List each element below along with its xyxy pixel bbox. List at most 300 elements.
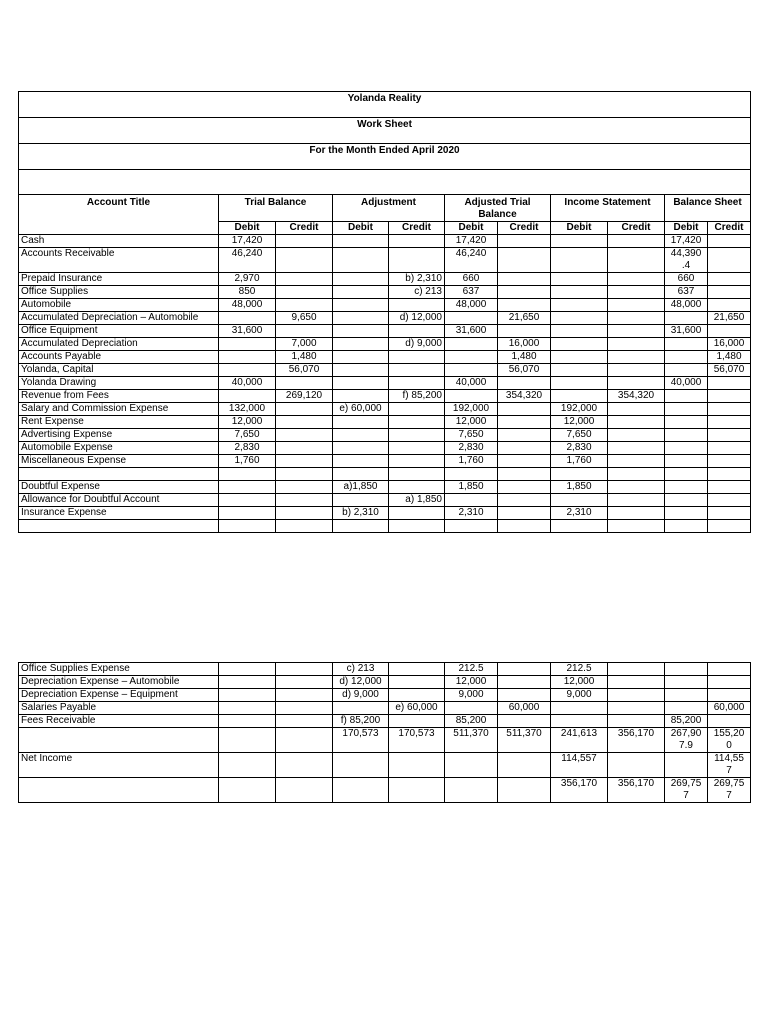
income-debit-cell: 1,760 xyxy=(551,455,608,468)
trial-balance-debit-cell: 46,240 xyxy=(219,248,276,273)
trial-balance-credit-cell xyxy=(276,286,333,299)
account-title-cell: Yolanda Drawing xyxy=(19,377,219,390)
adjustment-credit-cell xyxy=(389,442,445,455)
adjustment-credit-cell: c) 213 xyxy=(389,286,445,299)
col-adjusted-trial-balance: Adjusted Trial Balance xyxy=(445,195,551,222)
atb-credit-head: Credit xyxy=(498,222,551,235)
income-credit-cell xyxy=(608,429,665,442)
trial-balance-debit-cell xyxy=(219,728,276,753)
adjustment-debit-cell xyxy=(333,351,389,364)
col-adjustment: Adjustment xyxy=(333,195,445,222)
adjusted-credit-cell xyxy=(498,494,551,507)
income-debit-cell: 2,310 xyxy=(551,507,608,520)
income-debit-cell xyxy=(551,390,608,403)
income-debit-cell xyxy=(551,286,608,299)
income-credit-cell xyxy=(608,286,665,299)
adjustment-credit-cell xyxy=(389,299,445,312)
adjusted-debit-cell: 46,240 xyxy=(445,248,498,273)
adjusted-credit-cell xyxy=(498,377,551,390)
adjustment-debit-cell xyxy=(333,468,389,481)
adjusted-credit-cell xyxy=(498,481,551,494)
income-credit-cell xyxy=(608,235,665,248)
adj-credit-head: Credit xyxy=(389,222,445,235)
trial-balance-credit-cell xyxy=(276,468,333,481)
adjustment-debit-cell: e) 60,000 xyxy=(333,403,389,416)
trial-balance-credit-cell xyxy=(276,728,333,753)
adjusted-credit-cell: 354,320 xyxy=(498,390,551,403)
account-title-cell: Automobile xyxy=(19,299,219,312)
adjusted-credit-cell xyxy=(498,235,551,248)
adjusted-credit-cell xyxy=(498,663,551,676)
table-row xyxy=(19,715,751,728)
adjustment-debit-cell xyxy=(333,442,389,455)
adjustment-credit-cell: f) 85,200 xyxy=(389,390,445,403)
trial-balance-debit-cell xyxy=(219,676,276,689)
balance-debit-cell xyxy=(665,753,708,778)
income-debit-cell: 2,830 xyxy=(551,442,608,455)
balance-credit-cell xyxy=(708,481,751,494)
income-debit-cell xyxy=(551,494,608,507)
account-title-cell: Office Equipment xyxy=(19,325,219,338)
income-credit-cell xyxy=(608,753,665,778)
balance-credit-cell xyxy=(708,416,751,429)
adjusted-credit-cell: 56,070 xyxy=(498,364,551,377)
trial-balance-credit-cell xyxy=(276,325,333,338)
adjustment-debit-cell: a)1,850 xyxy=(333,481,389,494)
balance-credit-cell xyxy=(708,520,751,533)
balance-credit-cell: 155,20 0 xyxy=(708,728,751,753)
balance-credit-cell: 269,75 7 xyxy=(708,778,751,803)
balance-debit-cell: 44,390 .4 xyxy=(665,248,708,273)
adjusted-debit-cell: 48,000 xyxy=(445,299,498,312)
balance-debit-cell xyxy=(665,429,708,442)
trial-balance-credit-cell xyxy=(276,702,333,715)
adjusted-credit-cell: 60,000 xyxy=(498,702,551,715)
account-title-cell: Doubtful Expense xyxy=(19,481,219,494)
adjustment-credit-cell: 170,573 xyxy=(389,728,445,753)
income-debit-cell xyxy=(551,248,608,273)
adjusted-credit-cell xyxy=(498,676,551,689)
balance-credit-cell: 21,650 xyxy=(708,312,751,325)
adjusted-debit-cell: 12,000 xyxy=(445,416,498,429)
table-row xyxy=(19,364,751,377)
balance-debit-cell xyxy=(665,351,708,364)
adjustment-debit-cell xyxy=(333,364,389,377)
period-title: For the Month Ended April 2020 xyxy=(19,144,751,170)
balance-debit-cell xyxy=(665,481,708,494)
income-debit-cell xyxy=(551,702,608,715)
balance-credit-cell xyxy=(708,676,751,689)
account-title-cell: Fees Receivable xyxy=(19,715,219,728)
col-balance-sheet: Balance Sheet xyxy=(665,195,751,222)
adjusted-debit-cell: 17,420 xyxy=(445,235,498,248)
adjusted-debit-cell xyxy=(445,351,498,364)
adjusted-debit-cell xyxy=(445,468,498,481)
income-debit-cell: 7,650 xyxy=(551,429,608,442)
balance-credit-cell: 16,000 xyxy=(708,338,751,351)
table-row xyxy=(19,351,751,364)
adjustment-debit-cell xyxy=(333,377,389,390)
account-title-cell: Net Income xyxy=(19,753,219,778)
balance-credit-cell: 1,480 xyxy=(708,351,751,364)
trial-balance-debit-cell xyxy=(219,338,276,351)
income-credit-cell xyxy=(608,273,665,286)
balance-credit-cell xyxy=(708,248,751,273)
table-row xyxy=(19,286,751,299)
balance-credit-cell xyxy=(708,325,751,338)
is-credit-head: Credit xyxy=(608,222,665,235)
trial-balance-credit-cell: 269,120 xyxy=(276,390,333,403)
account-title-cell: Depreciation Expense – Automobile xyxy=(19,676,219,689)
account-title-cell: Cash xyxy=(19,235,219,248)
trial-balance-debit-cell: 2,830 xyxy=(219,442,276,455)
account-title-cell xyxy=(19,468,219,481)
adjustment-credit-cell xyxy=(389,377,445,390)
income-debit-cell xyxy=(551,364,608,377)
adjusted-credit-cell xyxy=(498,248,551,273)
trial-balance-debit-cell: 31,600 xyxy=(219,325,276,338)
income-debit-cell xyxy=(551,351,608,364)
adjustment-debit-cell: 170,573 xyxy=(333,728,389,753)
trial-balance-credit-cell xyxy=(276,689,333,702)
income-debit-cell: 356,170 xyxy=(551,778,608,803)
adjustment-debit-cell xyxy=(333,235,389,248)
balance-debit-cell: 40,000 xyxy=(665,377,708,390)
account-title-cell: Allowance for Doubtful Account xyxy=(19,494,219,507)
adjusted-debit-cell: 2,830 xyxy=(445,442,498,455)
account-title-cell: Office Supplies xyxy=(19,286,219,299)
income-debit-cell: 12,000 xyxy=(551,416,608,429)
balance-debit-cell: 31,600 xyxy=(665,325,708,338)
adjustment-debit-cell: f) 85,200 xyxy=(333,715,389,728)
adjustment-debit-cell: b) 2,310 xyxy=(333,507,389,520)
trial-balance-credit-cell xyxy=(276,507,333,520)
adjusted-credit-cell: 1,480 xyxy=(498,351,551,364)
adjusted-credit-cell: 511,370 xyxy=(498,728,551,753)
account-title-cell xyxy=(19,778,219,803)
adjusted-debit-cell: 85,200 xyxy=(445,715,498,728)
income-debit-cell: 12,000 xyxy=(551,676,608,689)
adjusted-credit-cell xyxy=(498,715,551,728)
income-debit-cell xyxy=(551,312,608,325)
trial-balance-debit-cell xyxy=(219,364,276,377)
adjustment-debit-cell xyxy=(333,325,389,338)
income-debit-cell xyxy=(551,468,608,481)
table-row xyxy=(19,416,751,429)
adjustment-debit-cell xyxy=(333,416,389,429)
income-credit-cell xyxy=(608,299,665,312)
bs-debit-head: Debit xyxy=(665,222,708,235)
table-row xyxy=(19,338,751,351)
adjustment-credit-cell: e) 60,000 xyxy=(389,702,445,715)
trial-balance-debit-cell xyxy=(219,351,276,364)
worksheet-table-part2 xyxy=(18,662,751,803)
adjusted-credit-cell xyxy=(498,429,551,442)
balance-debit-cell xyxy=(665,403,708,416)
trial-balance-debit-cell xyxy=(219,312,276,325)
trial-balance-credit-cell xyxy=(276,663,333,676)
adjusted-credit-cell xyxy=(498,455,551,468)
adjusted-credit-cell: 21,650 xyxy=(498,312,551,325)
income-debit-cell: 212.5 xyxy=(551,663,608,676)
balance-credit-cell xyxy=(708,273,751,286)
trial-balance-credit-cell xyxy=(276,494,333,507)
adjustment-debit-cell xyxy=(333,299,389,312)
trial-balance-credit-cell: 7,000 xyxy=(276,338,333,351)
adjustment-debit-cell xyxy=(333,494,389,507)
balance-credit-cell xyxy=(708,507,751,520)
balance-credit-cell xyxy=(708,429,751,442)
adjustment-credit-cell xyxy=(389,403,445,416)
trial-balance-debit-cell: 132,000 xyxy=(219,403,276,416)
account-title-cell: Insurance Expense xyxy=(19,507,219,520)
trial-balance-credit-cell xyxy=(276,753,333,778)
adjusted-debit-cell: 12,000 xyxy=(445,676,498,689)
trial-balance-debit-cell: 850 xyxy=(219,286,276,299)
adjusted-credit-cell xyxy=(498,325,551,338)
trial-balance-credit-cell xyxy=(276,715,333,728)
adjusted-credit-cell xyxy=(498,442,551,455)
income-debit-cell xyxy=(551,325,608,338)
income-credit-cell xyxy=(608,364,665,377)
adjusted-debit-cell: 192,000 xyxy=(445,403,498,416)
account-title-cell: Salaries Payable xyxy=(19,702,219,715)
adjustment-credit-cell xyxy=(389,248,445,273)
account-title-cell: Rent Expense xyxy=(19,416,219,429)
adjustment-credit-cell xyxy=(389,364,445,377)
balance-debit-cell xyxy=(665,494,708,507)
balance-credit-cell xyxy=(708,377,751,390)
income-debit-cell: 241,613 xyxy=(551,728,608,753)
account-title-cell: Automobile Expense xyxy=(19,442,219,455)
account-title-cell: Office Supplies Expense xyxy=(19,663,219,676)
account-title-cell: Accounts Receivable xyxy=(19,248,219,273)
balance-debit-cell xyxy=(665,676,708,689)
adjusted-debit-cell: 511,370 xyxy=(445,728,498,753)
adjusted-debit-cell: 212.5 xyxy=(445,663,498,676)
adjustment-debit-cell xyxy=(333,338,389,351)
table-row xyxy=(19,403,751,416)
table-row xyxy=(19,273,751,286)
income-credit-cell xyxy=(608,377,665,390)
trial-balance-credit-cell xyxy=(276,248,333,273)
adjusted-debit-cell xyxy=(445,390,498,403)
adjustment-credit-cell xyxy=(389,689,445,702)
trial-balance-credit-cell xyxy=(276,299,333,312)
adjustment-debit-cell xyxy=(333,753,389,778)
adjusted-credit-cell xyxy=(498,273,551,286)
adjustment-debit-cell xyxy=(333,702,389,715)
adjusted-debit-cell xyxy=(445,364,498,377)
tb-credit-head: Credit xyxy=(276,222,333,235)
balance-debit-cell: 48,000 xyxy=(665,299,708,312)
trial-balance-debit-cell xyxy=(219,507,276,520)
balance-debit-cell xyxy=(665,390,708,403)
adjustment-credit-cell xyxy=(389,676,445,689)
trial-balance-debit-cell xyxy=(219,481,276,494)
income-credit-cell xyxy=(608,715,665,728)
income-debit-cell: 1,850 xyxy=(551,481,608,494)
adjusted-debit-cell: 31,600 xyxy=(445,325,498,338)
balance-debit-cell xyxy=(665,416,708,429)
adjustment-debit-cell xyxy=(333,520,389,533)
trial-balance-debit-cell xyxy=(219,778,276,803)
adjusted-credit-cell xyxy=(498,299,551,312)
adjusted-credit-cell xyxy=(498,468,551,481)
adjustment-debit-cell: d) 12,000 xyxy=(333,676,389,689)
worksheet-table-part1 xyxy=(18,91,751,533)
account-title-cell: Advertising Expense xyxy=(19,429,219,442)
worksheet-title: Work Sheet xyxy=(19,118,751,144)
table-row xyxy=(19,248,751,273)
adjustment-credit-cell xyxy=(389,351,445,364)
trial-balance-credit-cell xyxy=(276,416,333,429)
balance-debit-cell xyxy=(665,468,708,481)
table-row xyxy=(19,325,751,338)
account-title-cell: Prepaid Insurance xyxy=(19,273,219,286)
adjustment-credit-cell xyxy=(389,481,445,494)
adjustment-credit-cell xyxy=(389,455,445,468)
table-row xyxy=(19,676,751,689)
income-credit-cell: 354,320 xyxy=(608,390,665,403)
adjustment-credit-cell xyxy=(389,520,445,533)
income-credit-cell xyxy=(608,312,665,325)
account-title-cell: Accumulated Depreciation xyxy=(19,338,219,351)
trial-balance-debit-cell xyxy=(219,520,276,533)
income-debit-cell: 114,557 xyxy=(551,753,608,778)
adjusted-debit-cell: 40,000 xyxy=(445,377,498,390)
balance-credit-cell xyxy=(708,442,751,455)
table-row xyxy=(19,481,751,494)
table-row xyxy=(19,689,751,702)
adjustment-credit-cell: d) 9,000 xyxy=(389,338,445,351)
adjustment-credit-cell xyxy=(389,235,445,248)
income-debit-cell xyxy=(551,299,608,312)
balance-debit-cell xyxy=(665,663,708,676)
adjusted-debit-cell xyxy=(445,494,498,507)
balance-credit-cell xyxy=(708,390,751,403)
trial-balance-credit-cell xyxy=(276,442,333,455)
adjustment-debit-cell: c) 213 xyxy=(333,663,389,676)
adjusted-credit-cell xyxy=(498,403,551,416)
trial-balance-credit-cell xyxy=(276,429,333,442)
balance-debit-cell xyxy=(665,520,708,533)
col-account-title: Account Title xyxy=(19,195,219,235)
adjusted-credit-cell xyxy=(498,416,551,429)
table-row xyxy=(19,455,751,468)
income-credit-cell xyxy=(608,442,665,455)
balance-credit-cell xyxy=(708,455,751,468)
income-credit-cell xyxy=(608,248,665,273)
income-debit-cell xyxy=(551,235,608,248)
income-debit-cell xyxy=(551,338,608,351)
adjustment-credit-cell: b) 2,310 xyxy=(389,273,445,286)
adjusted-debit-cell xyxy=(445,702,498,715)
table-row xyxy=(19,299,751,312)
trial-balance-debit-cell xyxy=(219,689,276,702)
trial-balance-debit-cell: 48,000 xyxy=(219,299,276,312)
income-credit-cell xyxy=(608,338,665,351)
adjusted-credit-cell xyxy=(498,689,551,702)
balance-debit-cell: 17,420 xyxy=(665,235,708,248)
atb-debit-head: Debit xyxy=(445,222,498,235)
income-credit-cell xyxy=(608,416,665,429)
table-row xyxy=(19,442,751,455)
account-title-cell: Yolanda, Capital xyxy=(19,364,219,377)
balance-debit-cell xyxy=(665,338,708,351)
adjusted-credit-cell xyxy=(498,520,551,533)
trial-balance-credit-cell xyxy=(276,235,333,248)
trial-balance-debit-cell xyxy=(219,753,276,778)
adjusted-credit-cell xyxy=(498,286,551,299)
balance-debit-cell: 660 xyxy=(665,273,708,286)
balance-credit-cell: 114,55 7 xyxy=(708,753,751,778)
account-title-cell: Revenue from Fees xyxy=(19,390,219,403)
adjusted-debit-cell: 9,000 xyxy=(445,689,498,702)
adjusted-debit-cell: 637 xyxy=(445,286,498,299)
account-title-cell: Salary and Commission Expense xyxy=(19,403,219,416)
income-credit-cell xyxy=(608,689,665,702)
table-row xyxy=(19,702,751,715)
adjustment-credit-cell xyxy=(389,468,445,481)
table-row xyxy=(19,728,751,753)
header-spacer xyxy=(19,170,751,195)
income-credit-cell xyxy=(608,702,665,715)
income-credit-cell xyxy=(608,351,665,364)
balance-credit-cell xyxy=(708,286,751,299)
adjustment-debit-cell xyxy=(333,248,389,273)
balance-credit-cell: 60,000 xyxy=(708,702,751,715)
adjusted-debit-cell: 2,310 xyxy=(445,507,498,520)
income-debit-cell: 9,000 xyxy=(551,689,608,702)
trial-balance-credit-cell xyxy=(276,403,333,416)
adjusted-debit-cell: 1,760 xyxy=(445,455,498,468)
adjusted-credit-cell xyxy=(498,778,551,803)
adjusted-debit-cell xyxy=(445,778,498,803)
balance-credit-cell: 56,070 xyxy=(708,364,751,377)
adjusted-debit-cell xyxy=(445,753,498,778)
trial-balance-credit-cell: 56,070 xyxy=(276,364,333,377)
balance-debit-cell xyxy=(665,442,708,455)
income-credit-cell xyxy=(608,468,665,481)
table-row xyxy=(19,663,751,676)
balance-credit-cell xyxy=(708,468,751,481)
balance-credit-cell xyxy=(708,299,751,312)
account-title-cell xyxy=(19,520,219,533)
adjustment-credit-cell: d) 12,000 xyxy=(389,312,445,325)
adjusted-debit-cell xyxy=(445,338,498,351)
adjusted-debit-cell xyxy=(445,520,498,533)
balance-credit-cell xyxy=(708,689,751,702)
income-credit-cell xyxy=(608,325,665,338)
income-credit-cell: 356,170 xyxy=(608,728,665,753)
balance-credit-cell xyxy=(708,715,751,728)
account-title-cell: Depreciation Expense – Equipment xyxy=(19,689,219,702)
adjustment-credit-cell xyxy=(389,507,445,520)
adjusted-debit-cell: 7,650 xyxy=(445,429,498,442)
table-row xyxy=(19,520,751,533)
trial-balance-credit-cell xyxy=(276,520,333,533)
trial-balance-debit-cell: 12,000 xyxy=(219,416,276,429)
adjustment-debit-cell xyxy=(333,286,389,299)
table-row xyxy=(19,390,751,403)
income-credit-cell xyxy=(608,507,665,520)
balance-debit-cell xyxy=(665,689,708,702)
adjusted-debit-cell: 1,850 xyxy=(445,481,498,494)
income-credit-cell xyxy=(608,455,665,468)
adjusted-credit-cell: 16,000 xyxy=(498,338,551,351)
adjusted-debit-cell xyxy=(445,312,498,325)
